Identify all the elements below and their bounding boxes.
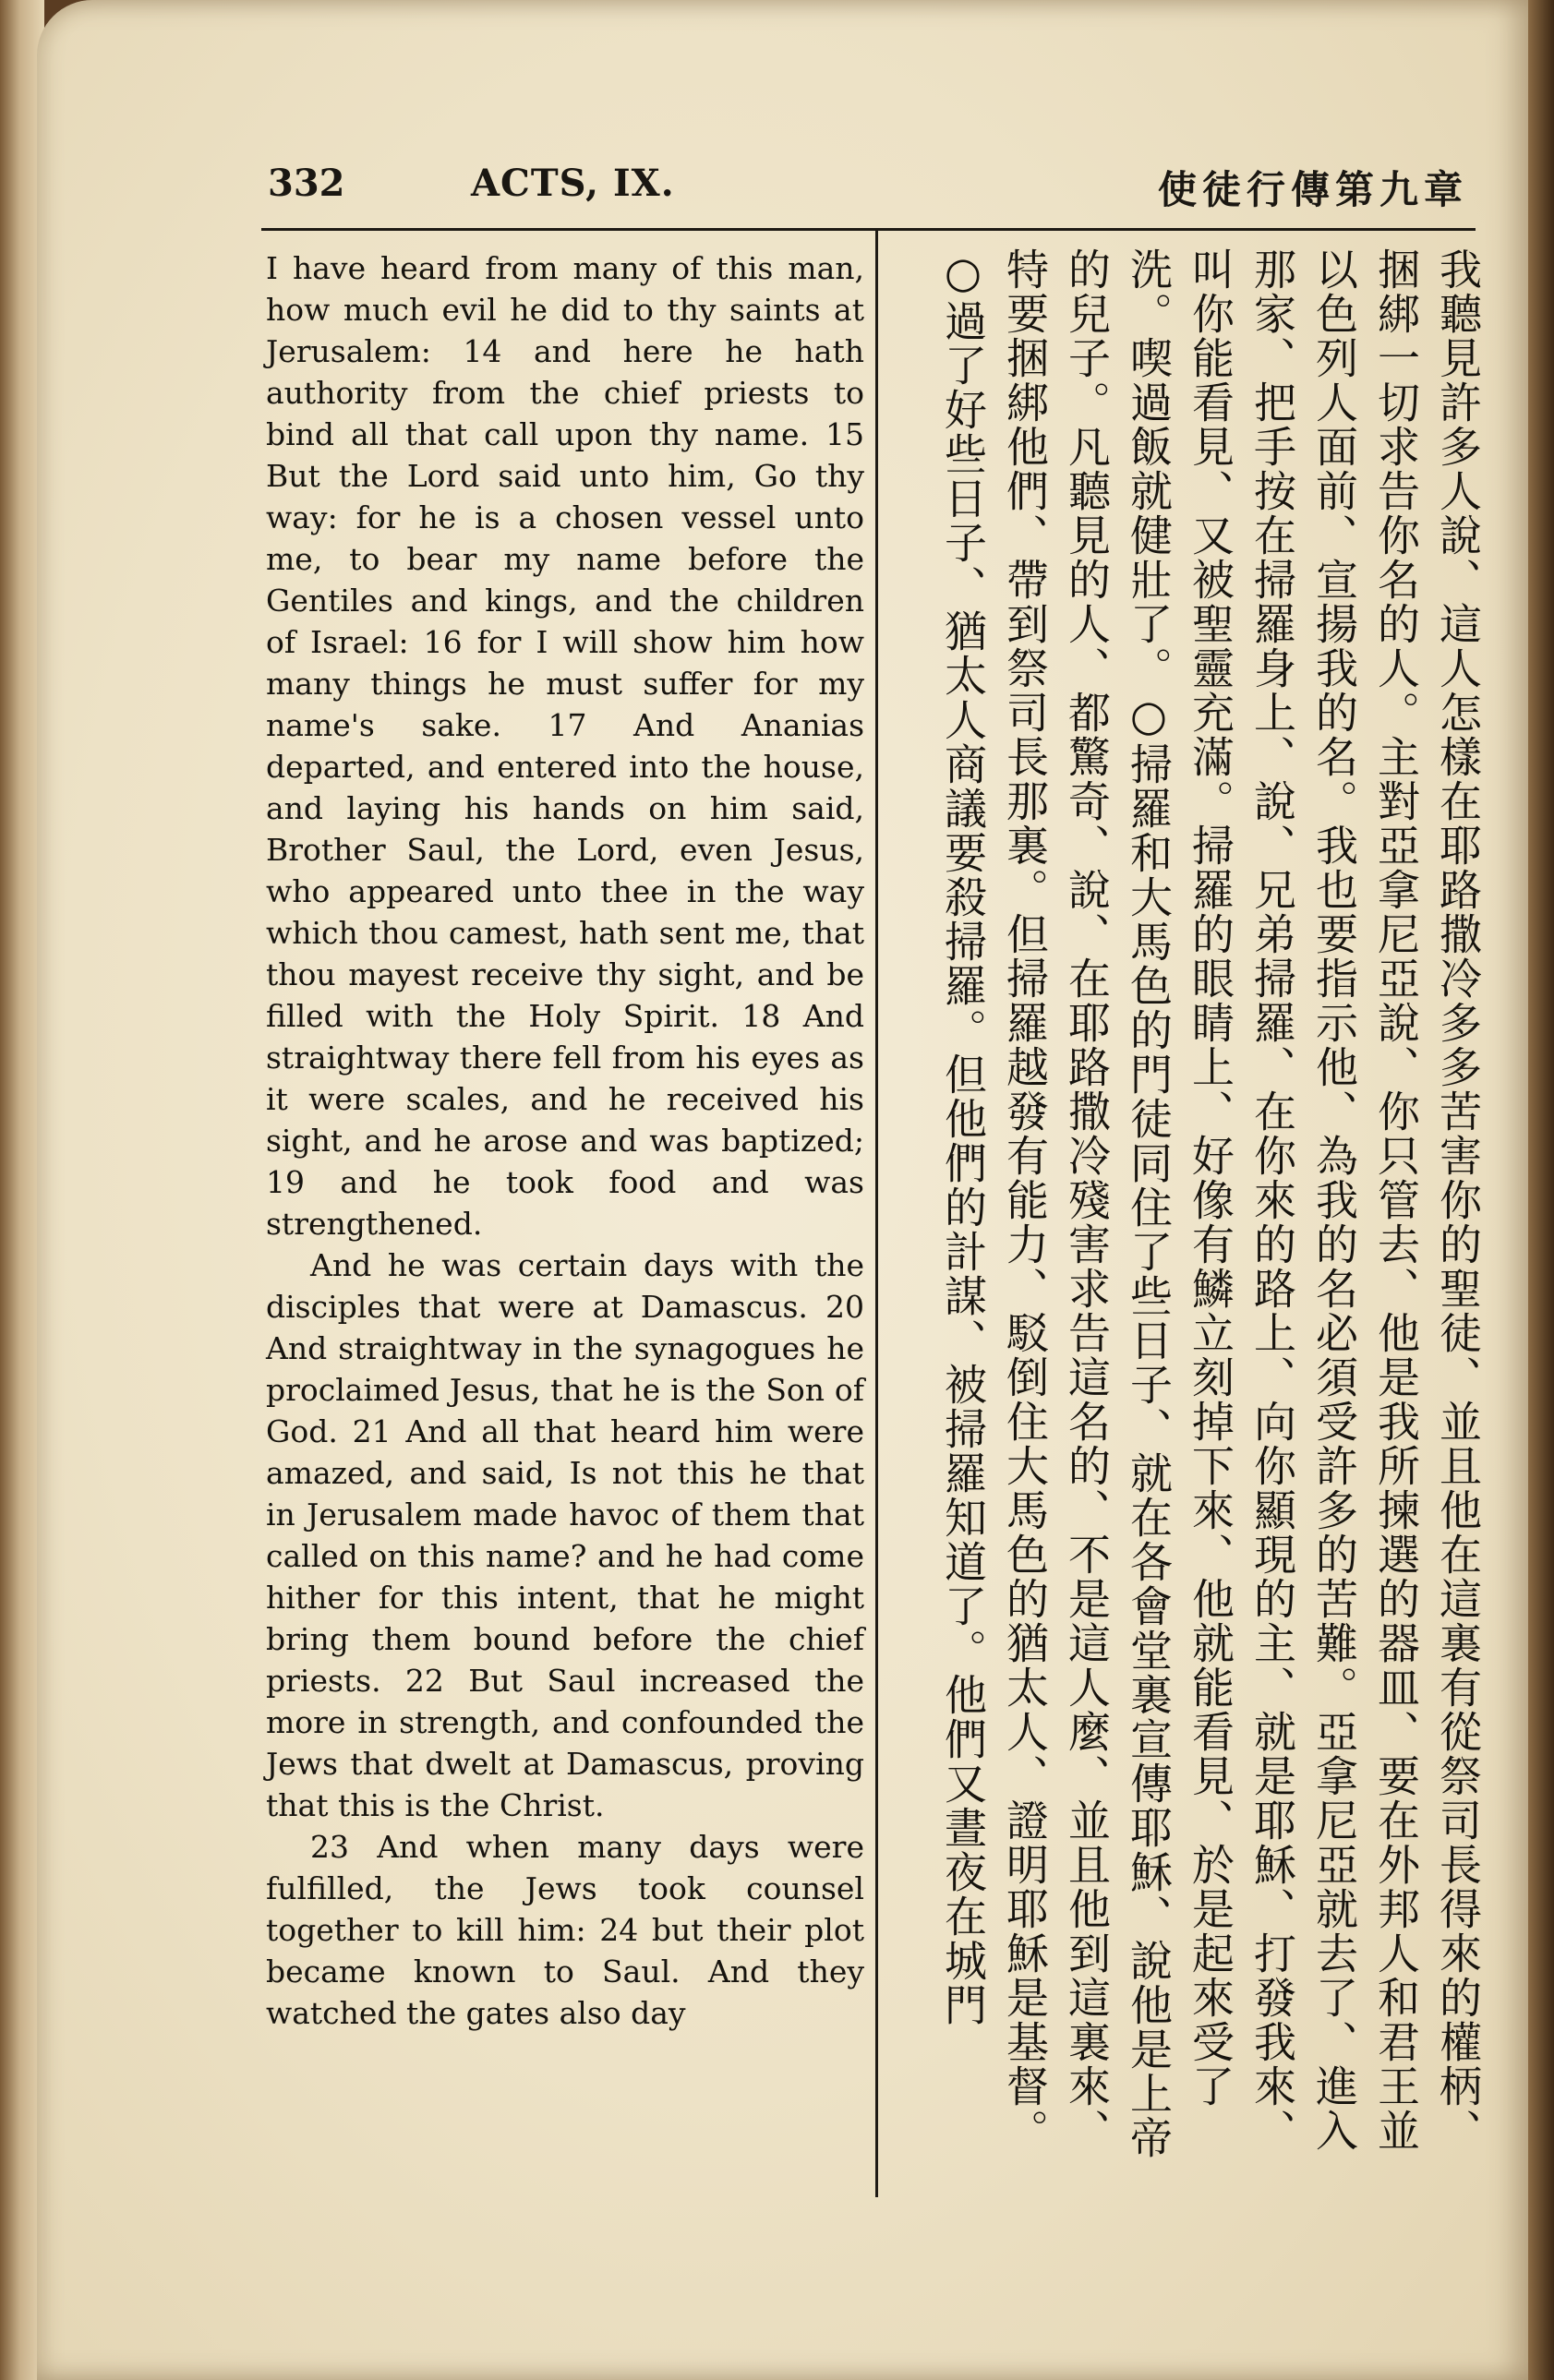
header-rule [261,228,1476,231]
page-edge-shadow [1528,0,1554,2380]
page-header [231,162,1468,217]
page-number: 332 [268,162,345,205]
chinese-column: 我聽見許多人說、這人怎樣在耶路撒冷多多苦害你的聖徒、並且他在這裏有從祭司長得來的權柄、捆綁一切求告你名的人。主對亞拿尼亞說、你只管去、他是我所揀選的器皿、要在外邦人和君王並以色列人面前、宣揚我的名。我也要指示他、為我的名必須受許多的苦難。亞拿尼亞就去了、進入那家、把手按在掃羅身上、說、兄弟掃羅、在你來的路上、向你顯現的主、就是耶穌、打發我來、叫你能看見、又被聖靈充滿。掃羅的眼睛上、好像有鱗立刻掉下來、他就能看見、於是起來受了洗。喫過飯就健壯了。○掃羅和大馬色的門徒同住了些日子、就在各會堂裏宣傳耶穌、說他是上帝的兒子。凡聽見的人、都驚奇、說、在耶路撒冷殘害求告這名的、不是這人麼、並且他到這裏來、特要捆綁他們、帶到祭司長那裏。但掃羅越發有能力、駁倒住大馬色的猶太人、證明耶穌是基督。○過了好些日子、猶太人商議要殺掃羅。但他們的計謀、被掃羅知道了。他們又晝夜在城門 [938,247,1483,2160]
english-paragraph-3: 23 And when many days were fulfilled, the Jews took counsel together to kill him: 24 but their plot became known to Saul. And they watched the gates also day [266,1829,864,2031]
english-paragraph-2: And he was certain days with the disciples that were at Damascus. 20 And straightway in the synagogues he proclaimed Jesus, that he is the Son of God. 21 And all that heard him were amazed, and said, Is not this he that in Jerusalem made havoc of them that called on this name? and he had come hither for this intent, that he might bring them bound before the chief priests. 22 But Saul increased the more in strength, and confounded the Jews that dwelt at Damascus, proving that this is the Christ. [266,1247,864,1823]
english-paragraph-1: I have heard from many of this man, how much evil he did to thy saints at Jerusalem: 14 and here he hath authority from the chief priests to bind all that call upon thy name. 15 But the Lord said unto him, Go thy way: for he is a chosen vessel unto me, to bear my name before the Gentiles and kings, and the children of Israel: 16 for I will show him how many things he must suffer for my name's sake. 17 And Ananias departed, and entered into the house, and laying his hands on him said, Brother Saul, the Lord, even Jesus, who appeared unto thee in the way which thou camest, hath sent me, that thou mayest receive thy sight, and be filled with the Holy Spirit. 18 And straightway there fell from his eyes as it were scales, and he received his sight, and he arose and was baptized; 19 and he took food and was strengthened. [266,250,864,1242]
chinese-running-title: 使徒行傳第九章 [1157,167,1468,212]
english-column [266,247,864,2034]
column-divider [875,231,878,2197]
running-title: ACTS, IX. [471,162,675,205]
